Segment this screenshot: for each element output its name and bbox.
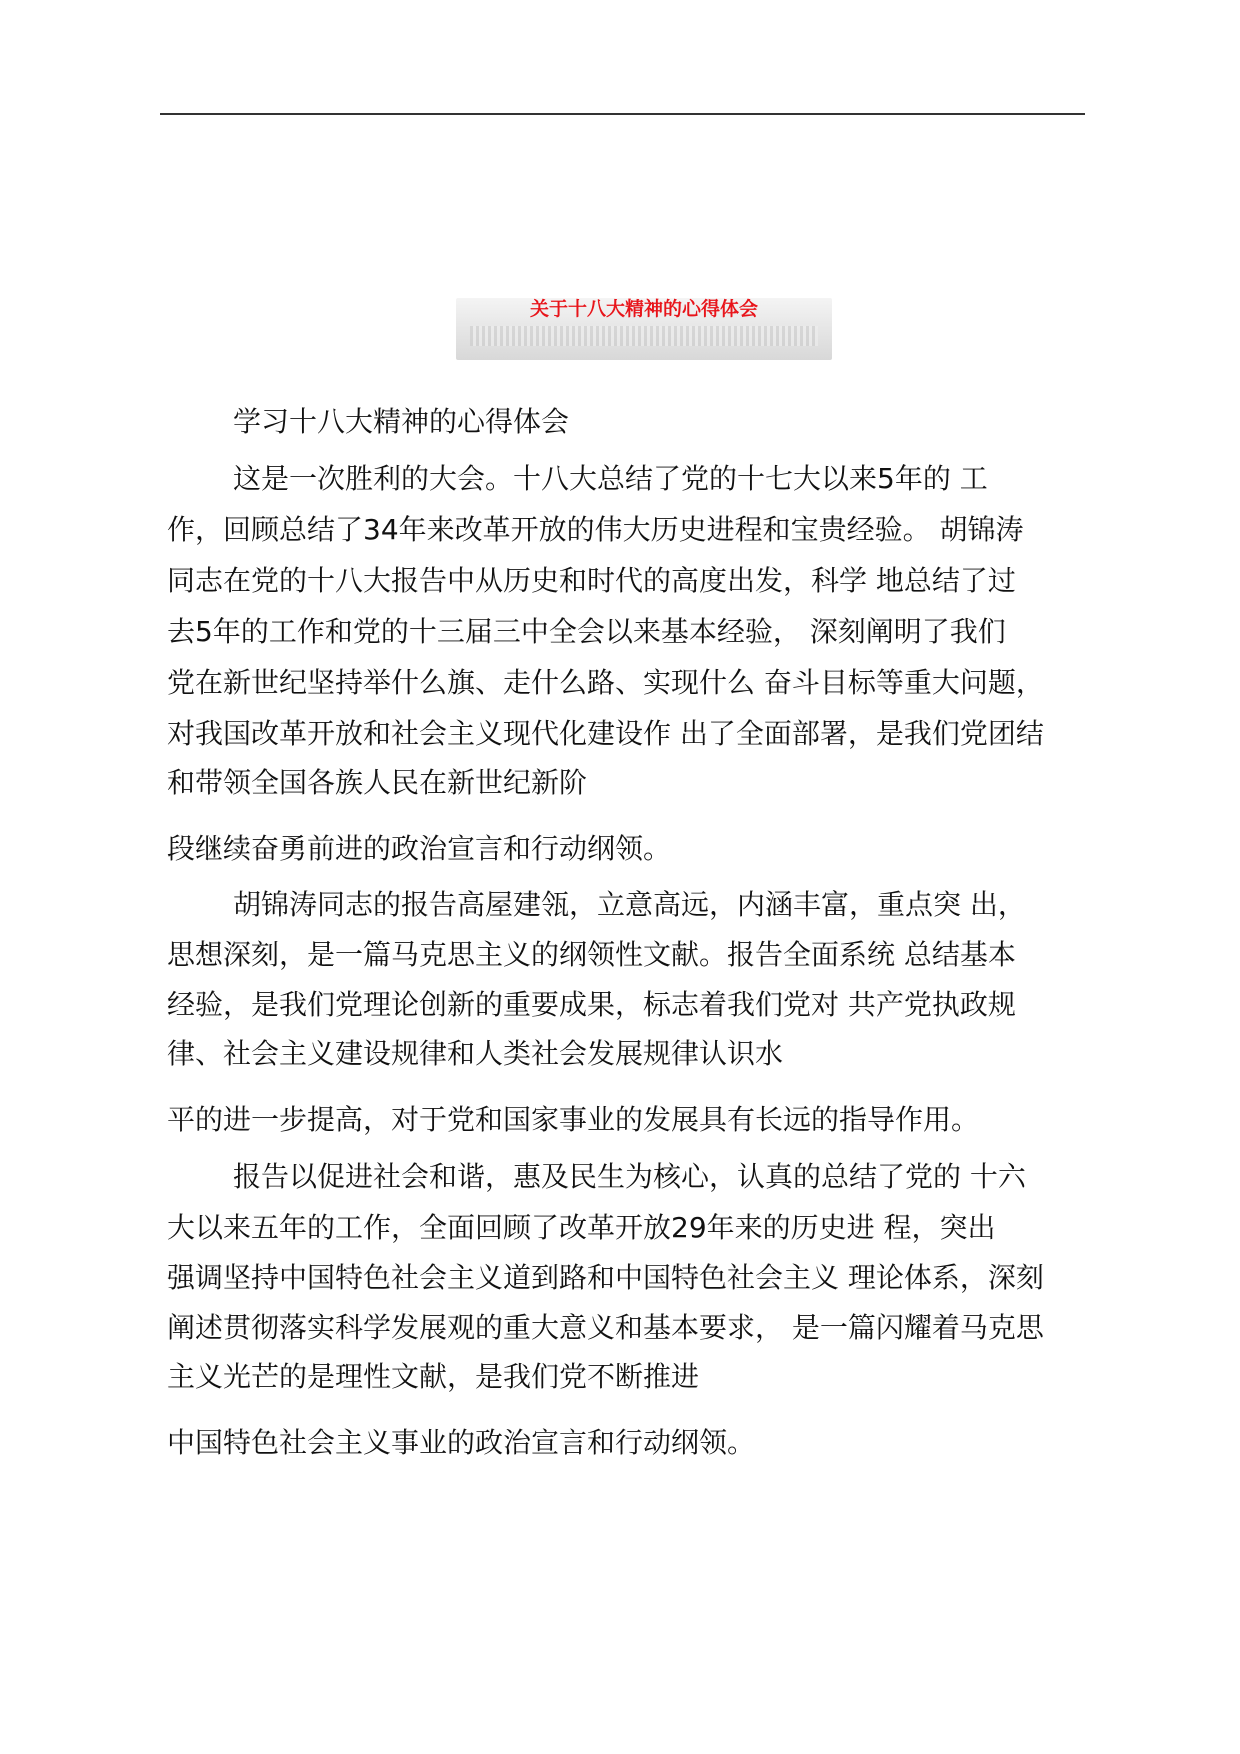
- text-line: 强调坚持中国特色社会主义道到路和中国特色社会主义 理论体系，深刻: [167, 1261, 1044, 1294]
- text-line: 大以来五年的工作，全面回顾了改革开放29年来的历史进 程，突出: [167, 1211, 996, 1244]
- text-line: 胡锦涛同志的报告高屋建瓴，立意高远，内涵丰富，重点突 出，: [233, 888, 1026, 921]
- text-line: 经验，是我们党理论创新的重要成果，标志着我们党对 共产党执政规: [167, 988, 1016, 1021]
- header-rule: [160, 113, 1085, 115]
- text-line: 党在新世纪坚持举什么旗、走什么路、实现什么 奋斗目标等重大问题，: [167, 666, 1044, 699]
- text-line: 主义光芒的是理性文献，是我们党不断推进: [167, 1360, 700, 1393]
- text-line: 思想深刻，是一篇马克思主义的纲领性文献。报告全面系统 总结基本: [167, 938, 1016, 971]
- text-line: 和带领全国各族人民在新世纪新阶: [167, 766, 588, 799]
- text-line: 段继续奋勇前进的政治宣言和行动纲领。: [167, 832, 672, 865]
- text-line: 中国特色社会主义事业的政治宣言和行动纲领。: [167, 1426, 756, 1459]
- text-line: 平的进一步提高，对于党和国家事业的发展具有长远的指导作用。: [167, 1103, 980, 1136]
- banner-title: 关于十八大精神的心得体会: [529, 298, 758, 320]
- text-line: 报告以促进社会和谐，惠及民生为核心，认真的总结了党的 十六: [233, 1160, 1026, 1193]
- banner-faded-subtitle: [470, 326, 818, 346]
- text-line: 对我国改革开放和社会主义现代化建设作 出了全面部署，是我们党团结: [167, 717, 1044, 750]
- text-line: 去5年的工作和党的十三届三中全会以来基本经验， 深刻阐明了我们: [167, 615, 1006, 648]
- document-heading: 学习十八大精神的心得体会: [233, 405, 570, 438]
- text-line: 这是一次胜利的大会。十八大总结了党的十七大以来5年的 工: [233, 462, 988, 495]
- text-line: 律、社会主义建设规律和人类社会发展规律认识水: [167, 1037, 784, 1070]
- text-line: 同志在党的十八大报告中从历史和时代的高度出发，科学 地总结了过: [167, 564, 1016, 597]
- text-line: 作，回顾总结了34年来改革开放的伟大历史进程和宝贵经验。 胡锦涛: [167, 513, 1024, 546]
- text-line: 阐述贯彻落实科学发展观的重大意义和基本要求， 是一篇闪耀着马克思: [167, 1311, 1044, 1344]
